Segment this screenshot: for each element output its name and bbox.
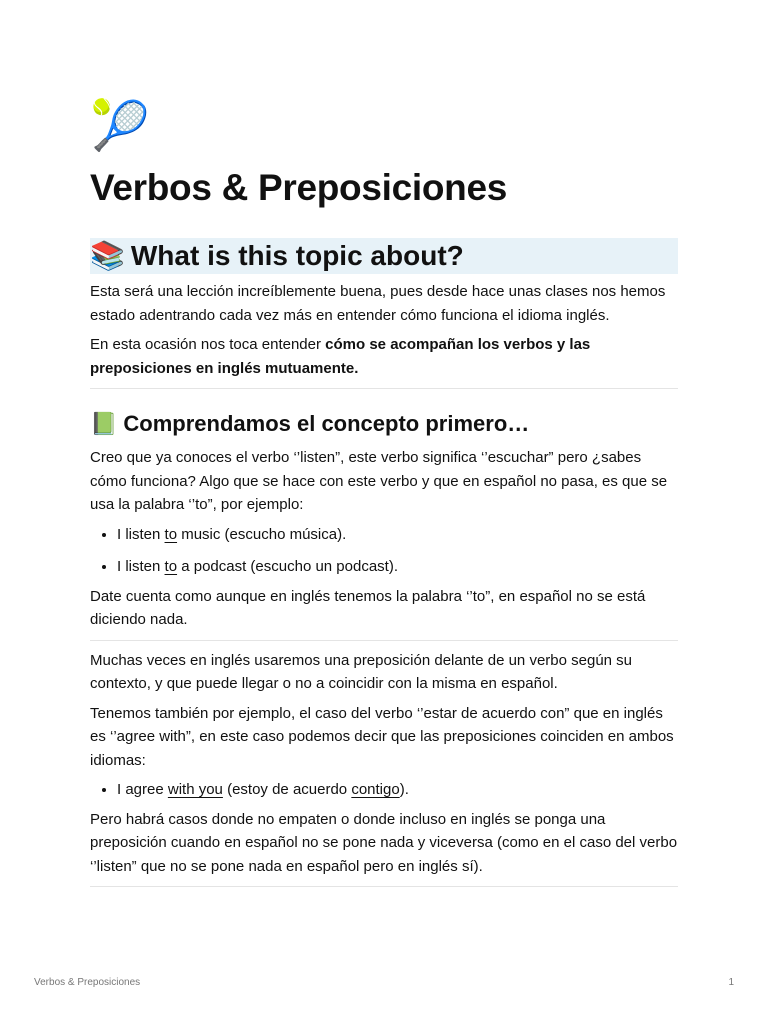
list-item bbox=[117, 523, 678, 547]
list-item bbox=[117, 778, 678, 802]
footer-title: Verbos & Preposiciones bbox=[34, 977, 141, 988]
list-item bbox=[117, 555, 678, 579]
underlined-text: to bbox=[164, 558, 178, 575]
list-text: ). bbox=[399, 781, 409, 798]
example-list bbox=[90, 778, 678, 802]
paragraph: Creo que ya conoces el verbo ‘’listen”, este verbo significa ‘’escuchar” pero ¿sabes cómo funciona? Algo que se hace con este verbo y que en español no pasa, es que se usa la palabra ‘’to”, por ejemplo: bbox=[90, 449, 668, 513]
green-book-icon: 📗 bbox=[90, 412, 118, 437]
section-heading-text: Comprendamos el concepto primero… bbox=[123, 411, 530, 436]
books-icon: 📚 bbox=[90, 239, 125, 272]
tennis-icon: 🎾 bbox=[90, 98, 150, 154]
document-page bbox=[90, 96, 678, 901]
section-heading-text: What is this topic about? bbox=[130, 240, 464, 271]
divider bbox=[90, 886, 678, 887]
paragraph: Pero habrá casos donde no empaten o donde incluso en inglés se ponga una preposición cuando en español no se pone nada y viceversa (como en el caso del verbo ‘’listen” que no se pone nada en español pero en inglés sí). bbox=[90, 810, 678, 875]
paragraph: Muchas veces en inglés usaremos una preposición delante de un verbo según su contexto, y que puede llegar o no a coincidir con la misma en español. bbox=[90, 651, 633, 692]
list-text: (estoy de acuerdo bbox=[222, 781, 352, 798]
list-text: a podcast (escucho un podcast). bbox=[177, 558, 399, 575]
bold-text: cómo se acompañan los verbos y las preposiciones en inglés mutuamente. bbox=[90, 336, 591, 377]
example-list bbox=[90, 523, 678, 579]
paragraph: Esta será una lección increíblemente buena, pues desde hace unas clases nos hemos estado adentrando cada vez más en entender cómo funciona el idioma inglés. bbox=[90, 283, 666, 324]
paragraph: Date cuenta como aunque en inglés tenemos la palabra ‘’to”, en español no se está diciendo nada. bbox=[90, 587, 646, 628]
list-text: I listen bbox=[117, 525, 165, 543]
divider bbox=[90, 640, 678, 641]
paragraph bbox=[90, 333, 678, 380]
paragraph-text: En esta ocasión nos toca entender bbox=[90, 336, 326, 353]
underlined-text: with you bbox=[167, 781, 223, 798]
paragraph: Tenemos también por ejemplo, el caso del verbo ‘’estar de acuerdo con” que en inglés es ‘’agree with”, en este caso podemos decir que las preposiciones coinciden en ambos idiomas: bbox=[90, 704, 674, 769]
page-number: 1 bbox=[728, 977, 734, 988]
section-heading-topic bbox=[90, 238, 678, 274]
list-text: music (escucho música). bbox=[177, 525, 347, 543]
list-text: I agree bbox=[117, 781, 168, 798]
section-heading-concept bbox=[90, 409, 678, 440]
list-text: I listen bbox=[117, 558, 165, 575]
divider bbox=[90, 388, 678, 389]
underlined-text: contigo bbox=[351, 781, 400, 798]
page-title: Verbos & Preposiciones bbox=[90, 167, 508, 208]
underlined-text: to bbox=[164, 525, 178, 543]
